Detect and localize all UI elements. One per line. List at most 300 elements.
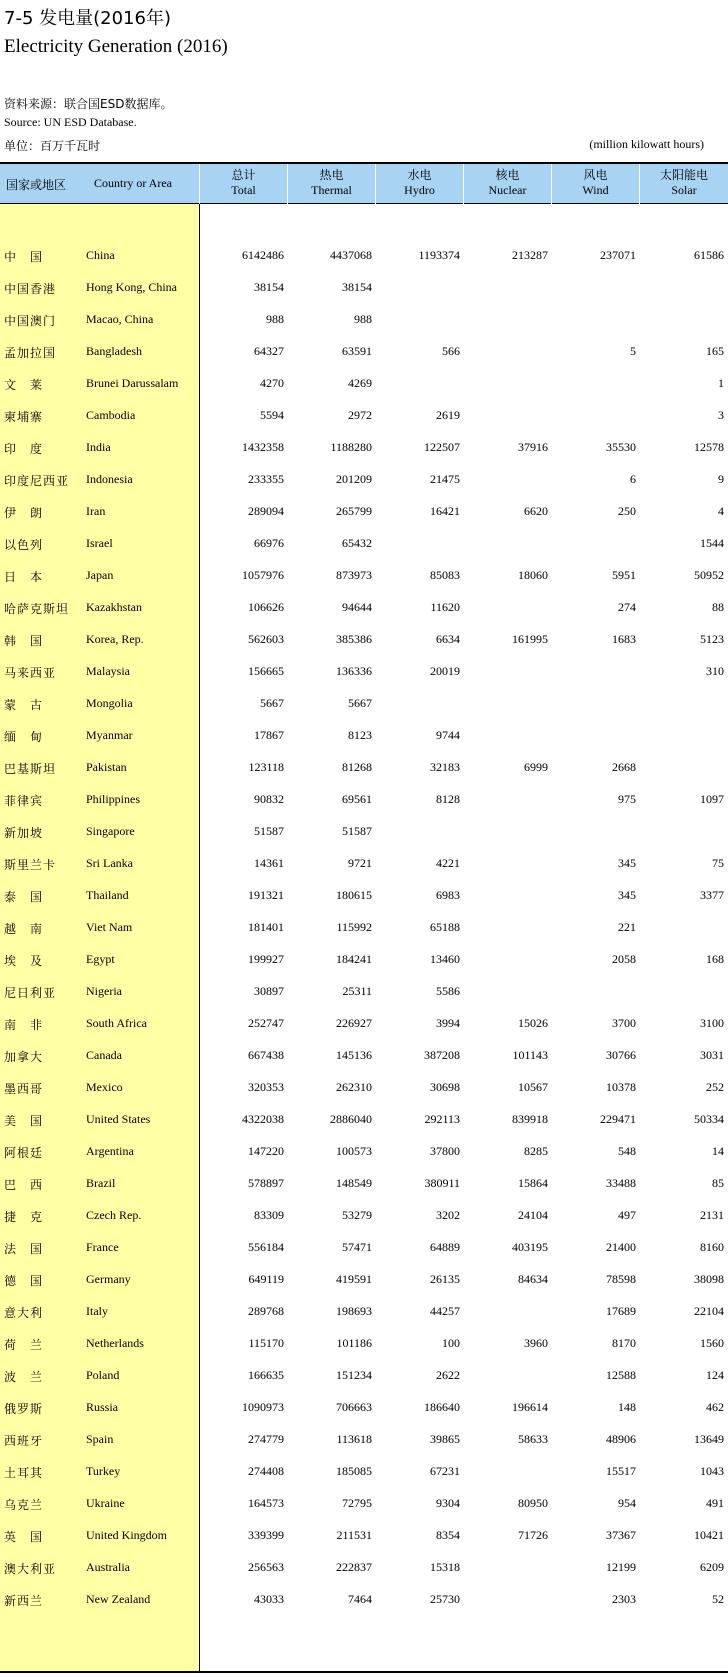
country-name-en: Nigeria: [86, 984, 122, 998]
wind-value: 6: [630, 472, 636, 486]
total-value: 1090973: [242, 1400, 284, 1414]
country-name-cn: 中国澳门: [4, 314, 57, 328]
wind-value: 954: [618, 1496, 636, 1510]
wind-value: 3700: [612, 1016, 636, 1030]
country-name-en: Russia: [86, 1400, 119, 1414]
wind-value: 8170: [612, 1336, 636, 1350]
wind-value: 21400: [606, 1240, 636, 1254]
thermal-value: 706663: [336, 1400, 372, 1414]
wind-value: 5951: [612, 568, 636, 582]
hydro-value: 64889: [430, 1240, 460, 1254]
total-value: 6142486: [242, 248, 284, 262]
table-row: [0, 400, 728, 432]
country-name-en: Ukraine: [86, 1496, 125, 1510]
table-row: [0, 464, 728, 496]
nuclear-value: 37916: [518, 440, 548, 454]
table-row: [0, 1456, 728, 1488]
thermal-value: 185085: [336, 1464, 372, 1478]
table-row: [0, 1392, 728, 1424]
total-value: 578897: [248, 1176, 284, 1190]
country-name-cn: 中 国: [4, 250, 44, 264]
solar-value: 50952: [694, 568, 724, 582]
solar-value: 85: [712, 1176, 724, 1190]
country-name-cn: 墨西哥: [4, 1082, 44, 1096]
solar-value: 168: [706, 952, 724, 966]
solar-value: 38098: [694, 1272, 724, 1286]
thermal-value: 201209: [336, 472, 372, 486]
solar-value: 50334: [694, 1112, 724, 1126]
thermal-value: 262310: [336, 1080, 372, 1094]
source-note-cn: 资料来源：联合国ESD数据库。: [4, 97, 173, 111]
country-name-en: Argentina: [86, 1144, 134, 1158]
thermal-value: 419591: [336, 1272, 372, 1286]
thermal-value: 51587: [342, 824, 372, 838]
thermal-value: 65432: [342, 536, 372, 550]
country-name-en: Singapore: [86, 824, 135, 838]
thermal-value: 72795: [342, 1496, 372, 1510]
nuclear-value: 196614: [512, 1400, 548, 1414]
country-name-en: Sri Lanka: [86, 856, 133, 870]
thermal-value: 81268: [342, 760, 372, 774]
table-title-cn: 7-5 发电量(2016年): [4, 8, 171, 29]
country-name-cn: 法 国: [4, 1242, 44, 1256]
total-value: 106626: [248, 600, 284, 614]
country-name-cn: 捷 克: [4, 1210, 44, 1224]
nuclear-value: 213287: [512, 248, 548, 262]
solar-value: 3100: [700, 1016, 724, 1030]
country-name-cn: 印 度: [4, 442, 44, 456]
hydro-value: 15318: [430, 1560, 460, 1574]
thermal-value: 38154: [342, 280, 372, 294]
table-row: [0, 368, 728, 400]
total-value: 166635: [248, 1368, 284, 1382]
total-value: 115170: [248, 1336, 284, 1350]
header-total: 总计 Total: [231, 168, 256, 197]
nuclear-value: 15864: [518, 1176, 548, 1190]
table-body: [0, 240, 728, 1616]
total-value: 43033: [254, 1592, 284, 1606]
country-name-en: France: [86, 1240, 119, 1254]
nuclear-value: 80950: [518, 1496, 548, 1510]
table-row: [0, 528, 728, 560]
total-value: 649119: [248, 1272, 284, 1286]
total-value: 199927: [248, 952, 284, 966]
hydro-value: 9304: [436, 1496, 460, 1510]
hydro-value: 44257: [430, 1304, 460, 1318]
table-row: [0, 1168, 728, 1200]
country-name-cn: 哈萨克斯坦: [4, 602, 70, 616]
country-name-en: Brunei Darussalam: [86, 376, 179, 390]
wind-value: 5: [630, 344, 636, 358]
hydro-value: 3994: [436, 1016, 460, 1030]
nuclear-value: 6999: [524, 760, 548, 774]
hydro-value: 2619: [436, 408, 460, 422]
header-wind: 风电 Wind: [582, 168, 609, 197]
wind-value: 345: [618, 856, 636, 870]
country-name-cn: 埃 及: [4, 954, 44, 968]
table-row: [0, 880, 728, 912]
table-title-en: Electricity Generation (2016): [4, 36, 228, 57]
thermal-value: 145136: [336, 1048, 372, 1062]
solar-value: 14: [712, 1144, 724, 1158]
thermal-value: 226927: [336, 1016, 372, 1030]
country-name-cn: 新加坡: [4, 826, 44, 840]
country-name-cn: 荷 兰: [4, 1338, 44, 1352]
hydro-value: 2622: [436, 1368, 460, 1382]
country-name-en: Israel: [86, 536, 113, 550]
wind-value: 497: [618, 1208, 636, 1222]
hydro-value: 30698: [430, 1080, 460, 1094]
wind-value: 221: [618, 920, 636, 934]
total-value: 64327: [254, 344, 284, 358]
total-value: 339399: [248, 1528, 284, 1542]
thermal-value: 265799: [336, 504, 372, 518]
hydro-value: 566: [442, 344, 460, 358]
country-name-cn: 澳大利亚: [4, 1562, 57, 1576]
table-row: [0, 1584, 728, 1616]
wind-value: 17689: [606, 1304, 636, 1318]
wind-value: 37367: [606, 1528, 636, 1542]
table-row: [0, 624, 728, 656]
country-name-cn: 以色列: [4, 538, 44, 552]
hydro-value: 5586: [436, 984, 460, 998]
thermal-value: 184241: [336, 952, 372, 966]
hydro-value: 25730: [430, 1592, 460, 1606]
table-row: [0, 1008, 728, 1040]
header-area-en: Country or Area: [94, 176, 172, 190]
wind-value: 30766: [606, 1048, 636, 1062]
country-name-cn: 泰 国: [4, 890, 44, 904]
table-row: [0, 912, 728, 944]
header-solar: 太阳能电 Solar: [659, 168, 708, 197]
country-name-cn: 韩 国: [4, 634, 44, 648]
thermal-value: 100573: [336, 1144, 372, 1158]
wind-value: 229471: [600, 1112, 636, 1126]
total-value: 4270: [260, 376, 284, 390]
solar-value: 462: [706, 1400, 724, 1414]
table-row: [0, 1424, 728, 1456]
nuclear-value: 8285: [524, 1144, 548, 1158]
thermal-value: 4269: [348, 376, 372, 390]
total-value: 320353: [248, 1080, 284, 1094]
country-name-cn: 波 兰: [4, 1370, 44, 1384]
wind-value: 78598: [606, 1272, 636, 1286]
hydro-value: 65188: [430, 920, 460, 934]
total-value: 274408: [248, 1464, 284, 1478]
table-row: [0, 272, 728, 304]
hydro-value: 26135: [430, 1272, 460, 1286]
table-row: [0, 496, 728, 528]
country-name-cn: 俄罗斯: [4, 1402, 44, 1416]
wind-value: 35530: [606, 440, 636, 454]
thermal-value: 53279: [342, 1208, 372, 1222]
thermal-value: 115992: [336, 920, 372, 934]
wind-value: 2668: [612, 760, 636, 774]
wind-value: 2058: [612, 952, 636, 966]
hydro-value: 13460: [430, 952, 460, 966]
hydro-value: 32183: [430, 760, 460, 774]
country-name-cn: 斯里兰卡: [4, 858, 57, 872]
hydro-value: 9744: [436, 728, 460, 742]
nuclear-value: 71726: [518, 1528, 548, 1542]
total-value: 289768: [248, 1304, 284, 1318]
country-name-en: Mexico: [86, 1080, 123, 1094]
thermal-value: 148549: [336, 1176, 372, 1190]
solar-value: 61586: [694, 248, 724, 262]
table-row: [0, 944, 728, 976]
nuclear-value: 101143: [512, 1048, 548, 1062]
country-name-cn: 日 本: [4, 570, 44, 584]
solar-value: 3377: [700, 888, 724, 902]
total-value: 562603: [248, 632, 284, 646]
thermal-value: 25311: [342, 984, 372, 998]
total-value: 123118: [248, 760, 284, 774]
wind-value: 237071: [600, 248, 636, 262]
hydro-value: 292113: [424, 1112, 460, 1126]
table-row: [0, 1296, 728, 1328]
country-name-cn: 土耳其: [4, 1466, 44, 1480]
country-name-cn: 巴 西: [4, 1178, 44, 1192]
country-name-cn: 孟加拉国: [4, 346, 57, 360]
table-row: [0, 432, 728, 464]
wind-value: 148: [618, 1400, 636, 1414]
wind-value: 548: [618, 1144, 636, 1158]
wind-value: 12588: [606, 1368, 636, 1382]
total-value: 1057976: [242, 568, 284, 582]
hydro-value: 11620: [430, 600, 460, 614]
country-name-cn: 阿根廷: [4, 1146, 44, 1160]
total-value: 256563: [248, 1560, 284, 1574]
table-row: [0, 784, 728, 816]
wind-value: 975: [618, 792, 636, 806]
country-name-en: India: [86, 440, 111, 454]
hydro-value: 39865: [430, 1432, 460, 1446]
country-name-cn: 越 南: [4, 922, 44, 936]
nuclear-value: 58633: [518, 1432, 548, 1446]
wind-value: 1683: [612, 632, 636, 646]
thermal-value: 7464: [348, 1592, 372, 1606]
country-name-en: Japan: [86, 568, 114, 582]
solar-value: 88: [712, 600, 724, 614]
solar-value: 22104: [694, 1304, 724, 1318]
country-name-en: Korea, Rep.: [86, 632, 144, 646]
solar-value: 1043: [700, 1464, 724, 1478]
country-name-en: Australia: [86, 1560, 130, 1574]
wind-value: 2303: [612, 1592, 636, 1606]
total-value: 51587: [254, 824, 284, 838]
total-value: 156665: [248, 664, 284, 678]
header-nuclear: 核电 Nuclear: [488, 168, 527, 197]
total-value: 252747: [248, 1016, 284, 1030]
country-name-cn: 巴基斯坦: [4, 762, 57, 776]
total-value: 274779: [248, 1432, 284, 1446]
hydro-value: 186640: [424, 1400, 460, 1414]
table-row: [0, 240, 728, 272]
hydro-value: 3202: [436, 1208, 460, 1222]
hydro-value: 6634: [436, 632, 460, 646]
country-name-cn: 英 国: [4, 1530, 44, 1544]
table-row: [0, 1552, 728, 1584]
solar-value: 124: [706, 1368, 724, 1382]
thermal-value: 69561: [342, 792, 372, 806]
thermal-value: 8123: [348, 728, 372, 742]
thermal-value: 151234: [336, 1368, 372, 1382]
solar-value: 12578: [694, 440, 724, 454]
unit-label-en: (million kilowatt hours): [589, 137, 704, 151]
hydro-value: 100: [442, 1336, 460, 1350]
country-name-en: Brazil: [86, 1176, 116, 1190]
total-value: 556184: [248, 1240, 284, 1254]
total-value: 83309: [254, 1208, 284, 1222]
wind-value: 12199: [606, 1560, 636, 1574]
hydro-value: 122507: [424, 440, 460, 454]
total-value: 164573: [248, 1496, 284, 1510]
total-value: 66976: [254, 536, 284, 550]
total-value: 1432358: [242, 440, 284, 454]
nuclear-value: 84634: [518, 1272, 548, 1286]
wind-value: 10378: [606, 1080, 636, 1094]
total-value: 667438: [248, 1048, 284, 1062]
country-name-en: Cambodia: [86, 408, 136, 422]
table-row: [0, 688, 728, 720]
table-row: [0, 720, 728, 752]
hydro-value: 387208: [424, 1048, 460, 1062]
table-row: [0, 1232, 728, 1264]
table-row: [0, 1264, 728, 1296]
table-row: [0, 1520, 728, 1552]
table-row: [0, 1136, 728, 1168]
country-name-en: Thailand: [86, 888, 129, 902]
solar-value: 13649: [694, 1432, 724, 1446]
hydro-value: 380911: [424, 1176, 460, 1190]
thermal-value: 63591: [342, 344, 372, 358]
total-value: 90832: [254, 792, 284, 806]
country-name-en: Indonesia: [86, 472, 133, 486]
thermal-value: 180615: [336, 888, 372, 902]
thermal-value: 873973: [336, 568, 372, 582]
thermal-value: 5667: [348, 696, 372, 710]
table-row: [0, 560, 728, 592]
table-row: [0, 848, 728, 880]
country-name-cn: 菲律宾: [4, 794, 44, 808]
table-row: [0, 1328, 728, 1360]
table-row: [0, 656, 728, 688]
wind-value: 15517: [606, 1464, 636, 1478]
country-name-en: Myanmar: [86, 728, 133, 742]
solar-value: 52: [712, 1592, 724, 1606]
country-name-en: Malaysia: [86, 664, 130, 678]
data-table: [0, 162, 728, 1675]
hydro-value: 67231: [430, 1464, 460, 1478]
solar-value: 2131: [700, 1208, 724, 1222]
country-name-en: Hong Kong, China: [86, 280, 177, 294]
thermal-value: 1188280: [330, 440, 372, 454]
solar-value: 75: [712, 856, 724, 870]
country-name-en: Philippines: [86, 792, 141, 806]
table-row: [0, 336, 728, 368]
total-value: 5594: [260, 408, 284, 422]
thermal-value: 988: [354, 312, 372, 326]
country-name-en: Netherlands: [86, 1336, 144, 1350]
table-row: [0, 816, 728, 848]
country-name-cn: 美 国: [4, 1114, 44, 1128]
country-name-en: Iran: [86, 504, 106, 518]
country-name-en: Bangladesh: [86, 344, 142, 358]
solar-value: 1097: [700, 792, 724, 806]
country-name-en: Macao, China: [86, 312, 154, 326]
hydro-value: 8128: [436, 792, 460, 806]
table-row: [0, 976, 728, 1008]
thermal-value: 211531: [336, 1528, 372, 1542]
nuclear-value: 24104: [518, 1208, 548, 1222]
country-name-en: Germany: [86, 1272, 131, 1286]
table-row: [0, 752, 728, 784]
solar-value: 10421: [694, 1528, 724, 1542]
total-value: 233355: [248, 472, 284, 486]
total-value: 289094: [248, 504, 284, 518]
country-name-cn: 文 莱: [4, 378, 44, 392]
wind-value: 274: [618, 600, 636, 614]
nuclear-value: 18060: [518, 568, 548, 582]
hydro-value: 16421: [430, 504, 460, 518]
thermal-value: 2886040: [330, 1112, 372, 1126]
nuclear-value: 403195: [512, 1240, 548, 1254]
solar-value: 165: [706, 344, 724, 358]
country-name-cn: 西班牙: [4, 1434, 44, 1448]
solar-value: 4: [718, 504, 724, 518]
solar-value: 5123: [700, 632, 724, 646]
thermal-value: 222837: [336, 1560, 372, 1574]
total-value: 147220: [248, 1144, 284, 1158]
table-row: [0, 1040, 728, 1072]
total-value: 4322038: [242, 1112, 284, 1126]
table-row: [0, 1488, 728, 1520]
table-row: [0, 1072, 728, 1104]
solar-value: 3: [718, 408, 724, 422]
solar-value: 310: [706, 664, 724, 678]
country-name-cn: 马来西亚: [4, 666, 57, 680]
country-name-en: South Africa: [86, 1016, 147, 1030]
country-name-en: China: [86, 248, 115, 262]
hydro-value: 21475: [430, 472, 460, 486]
nuclear-value: 3960: [524, 1336, 548, 1350]
solar-value: 3031: [700, 1048, 724, 1062]
thermal-value: 4437068: [330, 248, 372, 262]
country-name-cn: 乌克兰: [4, 1498, 44, 1512]
country-name-cn: 新西兰: [4, 1594, 44, 1608]
total-value: 30897: [254, 984, 284, 998]
hydro-value: 1193374: [418, 248, 460, 262]
nuclear-value: 15026: [518, 1016, 548, 1030]
country-name-en: United States: [86, 1112, 151, 1126]
table-row: [0, 304, 728, 336]
country-name-en: Spain: [86, 1432, 114, 1446]
solar-value: 6209: [700, 1560, 724, 1574]
table-header: [0, 162, 728, 204]
country-name-en: Czech Rep.: [86, 1208, 142, 1222]
table-row: [0, 592, 728, 624]
solar-value: 1560: [700, 1336, 724, 1350]
country-name-en: Egypt: [86, 952, 115, 966]
solar-value: 8160: [700, 1240, 724, 1254]
total-value: 191321: [248, 888, 284, 902]
country-name-cn: 德 国: [4, 1274, 44, 1288]
country-name-cn: 中国香港: [4, 282, 57, 296]
wind-value: 250: [618, 504, 636, 518]
total-value: 17867: [254, 728, 284, 742]
thermal-value: 101186: [336, 1336, 372, 1350]
country-name-en: Pakistan: [86, 760, 127, 774]
